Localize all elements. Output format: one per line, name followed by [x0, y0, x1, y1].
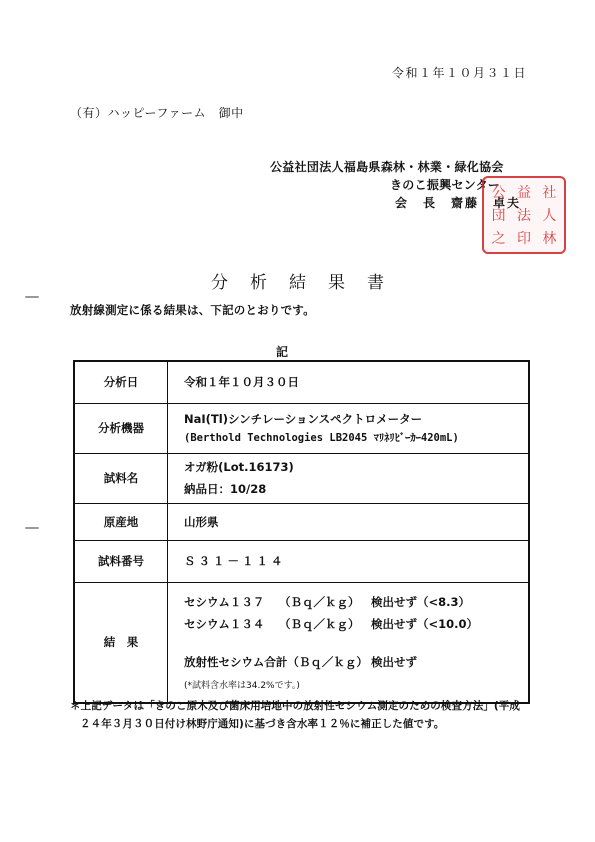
cs134-label: セシウム１３４	[184, 616, 265, 631]
result-value	[168, 582, 530, 703]
ki-marker: 記	[276, 345, 289, 359]
recipient: （有）ハッピーファーム 御中	[70, 106, 244, 120]
table-row	[74, 540, 529, 582]
total-cesium-value: 検出せず	[371, 654, 417, 669]
table-row	[74, 582, 529, 703]
total-cesium-result-line	[184, 654, 527, 670]
table-row	[74, 361, 529, 403]
row-label-origin: 原産地	[74, 503, 168, 540]
table-row	[74, 453, 529, 503]
cs134-result-line	[184, 616, 527, 632]
seal-char: 印	[516, 231, 531, 248]
seal-char: 林	[542, 231, 557, 248]
cs137-result-line	[184, 594, 527, 610]
issuer-organization: 公益社団法人福島県森林・林業・緑化協会	[270, 160, 504, 174]
cs137-label: セシウム１３７	[184, 594, 265, 609]
table-row	[74, 503, 529, 540]
analysis-results-table	[73, 360, 530, 704]
cs137-unit: （Ｂｑ／ｋｇ）	[279, 594, 360, 609]
instrument-value	[168, 403, 530, 453]
hole-punch-mark	[25, 296, 39, 298]
total-cesium-label: 放射性セシウム合計（Ｂｑ／ｋｇ）	[184, 654, 368, 669]
cs137-value: 検出せず（<8.3）	[371, 594, 471, 609]
document-date: 令和１年１０月３１日	[392, 66, 528, 80]
moisture-note: (*試料含水率は34.2%です。)	[184, 680, 300, 691]
cs134-unit: （Ｂｑ／ｋｇ）	[279, 616, 360, 631]
seal-char: 之	[491, 231, 506, 248]
seal-char: 人	[542, 207, 557, 224]
row-label-instrument: 分析機器	[74, 403, 168, 453]
footnote-line-1: ＊上記データは「きのこ原木及び菌床用培地中の放射性セシウム測定のための検査方法」(平成	[70, 700, 520, 712]
origin-value: 山形県	[168, 503, 530, 540]
intro-text: 放射線測定に係る結果は、下記のとおりです。	[70, 303, 315, 317]
sample-name: オガ粉(Lot.16173)	[184, 460, 294, 474]
document-title: 分析結果書	[211, 273, 406, 293]
seal-char: 益	[516, 184, 531, 201]
issuer-department: きのこ振興センター	[390, 178, 501, 192]
issuer-chairman: 会 長 齋藤 卓夫	[395, 196, 522, 210]
row-label-sample-number: 試料番号	[74, 540, 168, 582]
sample-value	[168, 453, 530, 503]
instrument-model: (Berthold Technologies LB2045 ﾏﾘﾈﾘﾋﾞｰｶｰ420mL)	[184, 432, 459, 444]
row-label-sample-name: 試料名	[74, 453, 168, 503]
row-label-analysis-date: 分析日	[74, 361, 168, 403]
seal-char: 公	[491, 184, 506, 201]
analysis-date-value: 令和１年１０月３０日	[168, 361, 530, 403]
footnote-line-2: ２４年３月３０日付け林野庁通知)に基づき含水率１２％に補正した値です。	[80, 718, 445, 730]
hole-punch-mark	[25, 527, 39, 529]
seal-char: 社	[542, 184, 557, 201]
official-seal-stamp	[482, 176, 566, 254]
seal-char: 法	[516, 207, 531, 224]
delivery-date: 納品日：10/28	[184, 482, 267, 496]
table-row	[74, 403, 529, 453]
cs134-value: 検出せず（<10.0）	[371, 616, 479, 631]
row-label-result: 結 果	[74, 582, 168, 703]
instrument-name: NaI(Tl)シンチレーションスペクトロメーター	[184, 412, 423, 426]
seal-char: 団	[491, 207, 506, 224]
sample-number-value: Ｓ３１－１１４	[168, 540, 530, 582]
